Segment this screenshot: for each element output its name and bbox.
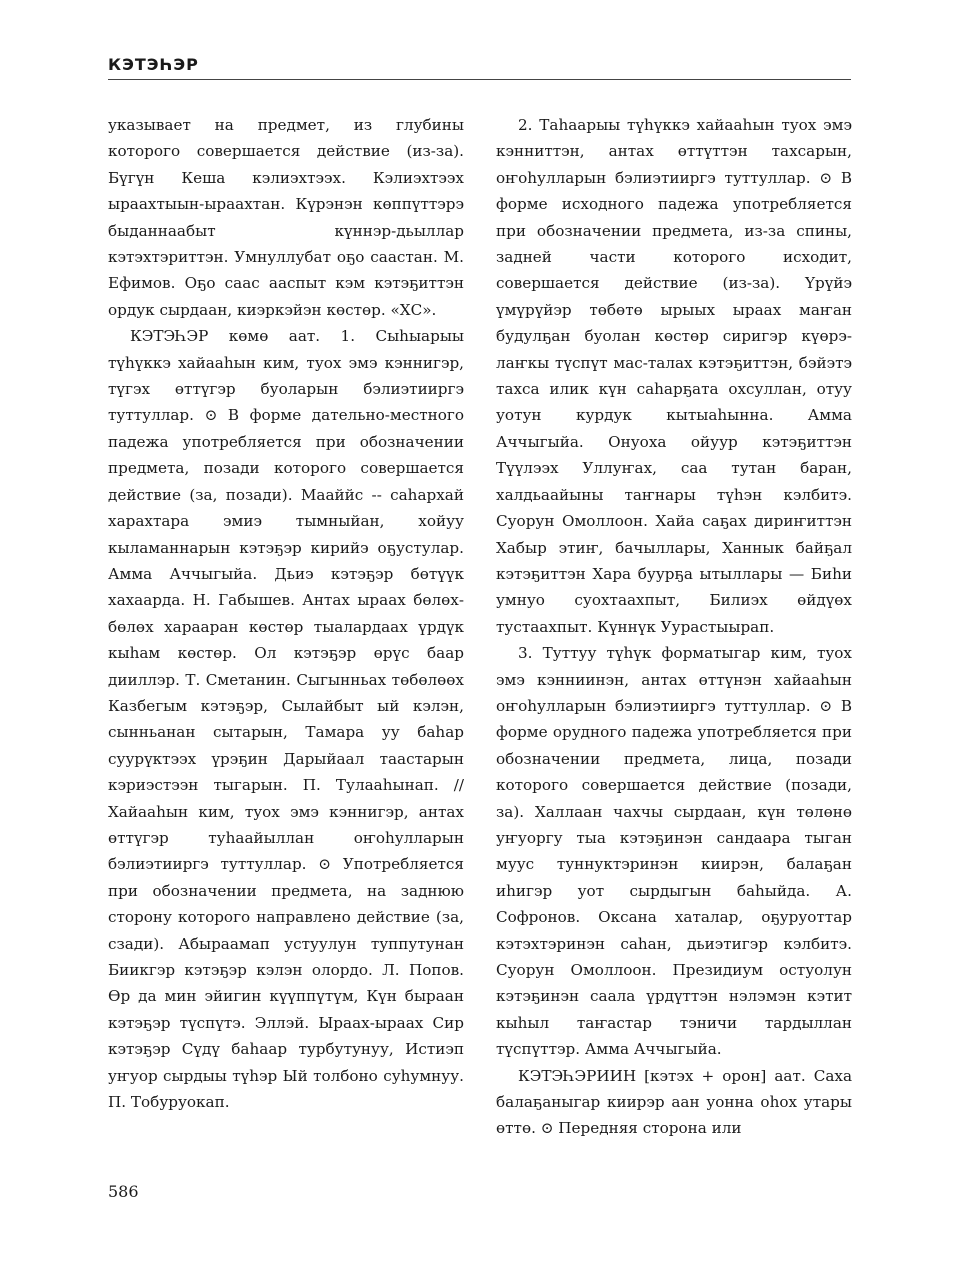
page-number: 586	[108, 1182, 139, 1201]
left-column	[108, 112, 464, 1115]
entry-keteher: КЭТЭҺЭР көмө аат. 1. Сыһыарыы түһүккэ хайааһын ким, туох эмэ кэннигэр, түгэх өттүгэр буоларын бэлиэтииргэ туттуллар. ⊙ В форме дательно-местного падежа употребляется при обозначении предмета, позади которого совершается действие (за, позади). Мааййс -- саһархай харахтара эмиэ тымныйан, хойуу кыламаннарын кэтэҕэр кирийэ оҕустулар. Амма Аччыгыйа. Дьиэ кэтэҕэр бөтүүк хахаарда. Н. Габышев. Антах ыраах бөлөх-бөлөх харааран көстөр тыалардаах үрдүк кыһам көстөр. Ол кэтэҕэр өрүс баар дииллэр. Т. Сметанин. Сыгынньах төбөлөөх Казбегым кэтэҕэр, Сылайбыт ый кэлэн, сынньанан сытарын, Тамара уу баһар суурүктээх үрэҕин Дарыйаал таастарын кэриэстээн тыгарын. П. Тулааһынап. // Хайааһын ким, туох эмэ кэннигэр, антах өттүгэр туһаайыллан оҥоһулларын бэлиэтииргэ туттуллар. ⊙ Употребляется при обозначении предмета, на заднюю сторону которого направлено действие (за, сзади). Абыраамап устуулун туппутунан Биикгэр кэтэҕэр кэлэн олордо. Л. Попов. Өр да мин эйигин күүппүтүм, Күн быраан кэтэҕэр түспүтэ. Эллэй. Ыраах-ыраах Сир кэтэҕэр Сүдү баһаар турбутунуу, Истиэп уҥуор сырдыы түһэр Ый толбоно суһумнуу. П. Тобуруокап.	[108, 327, 464, 1112]
sense-2: 2. Таһаарыы түһүккэ хайааһын туох эмэ кэнниттэн, антах өттүттэн тахсарын, оҥоһулларын бэлиэтииргэ туттуллар. ⊙ В форме исходного падежа употребляется при обозначении предмета, из-за спины, задней части которого исходит, совершается действие (из-за). Үрүйэ үмүрүйэр төбөтө ырыых ыраах маҥан будулҕан буолан көстөр сиригэр күөрэ-лаҥкы түспүт мас-талах кэтэҕиттэн, бэйэтэ тахса илик күн саһарҕата охсуллан, отуу уотун курдук кытыаһынна. Амма Аччыгыйа. Онуоха ойуур кэтэҕиттэн Түүлээх Уллуҥах, саа тутан баран, халдьаайыны таҥнары түһэн кэлбитэ. Суорун Омоллоон. Хайа саҕах дириҥиттэн Хабыр этиҥ, бачыллары, Ханнык байҕал кэтэҕиттэн Хара буурҕа ытыллары — Биһи умнуо суохтаахпыт, Билиэх өйдүөх тустаахпыт. Күннүк Уурастыырап.	[496, 116, 852, 636]
header-rule	[108, 79, 851, 80]
entry-continuation: указывает на предмет, из глубины которого совершается действие (из-за). Бүгүн Кеша кэлиэхтээх. Кэлиэхтээх ыраахтыын-ыраахтан. Күрэнэн көппүттэрэ быданнаабыт күннэр-дьыллар кэтэхтэриттэн. Умнуллубат оҕо саастан. М. Ефимов. Оҕо саас аaспыт кэм кэтэҕиттэн ордук сырдаан, киэркэйэн көстөр. «ХС».	[108, 116, 464, 319]
right-column	[496, 112, 852, 1142]
running-header: КЭТЭҺЭР	[108, 55, 199, 74]
entry-keteheriin: КЭТЭҺЭРИИН [кэтэх + орон] аат. Саха балаҕаныгар киирэр аан уонна оһох утары өттө. ⊙ Передняя сторона или	[496, 1066, 852, 1138]
sense-3: 3. Туттуу түһүк форматыгар ким, туох эмэ кэнниинэн, антах өттүнэн хайааһын оҥоһулларын бэлиэтииргэ туттуллар. ⊙ В форме орудного падежа употребляется при обозначении предмета, лица, позади которого совершается действие (позади, за). Халлаан чахчы сырдаан, күн төлөнө уҥуоргу тыа кэтэҕинэн сандаара тыган муус туннуктэринэн киирэн, балаҕан иһигэр уот сырдыгын баһыйда. А. Софронов. Оксана хаталар, оҕуруоттар кэтэхтэринэн саһан, дьиэтигэр кэлбитэ. Суорун Омоллоон. Президиум остуолун кэтэҕинэн саала үрдүттэн нэлэмэн кэтит кыһыл таҥастар тэничи тардыллан түспүттэр. Амма Аччыгыйа.	[496, 644, 852, 1059]
